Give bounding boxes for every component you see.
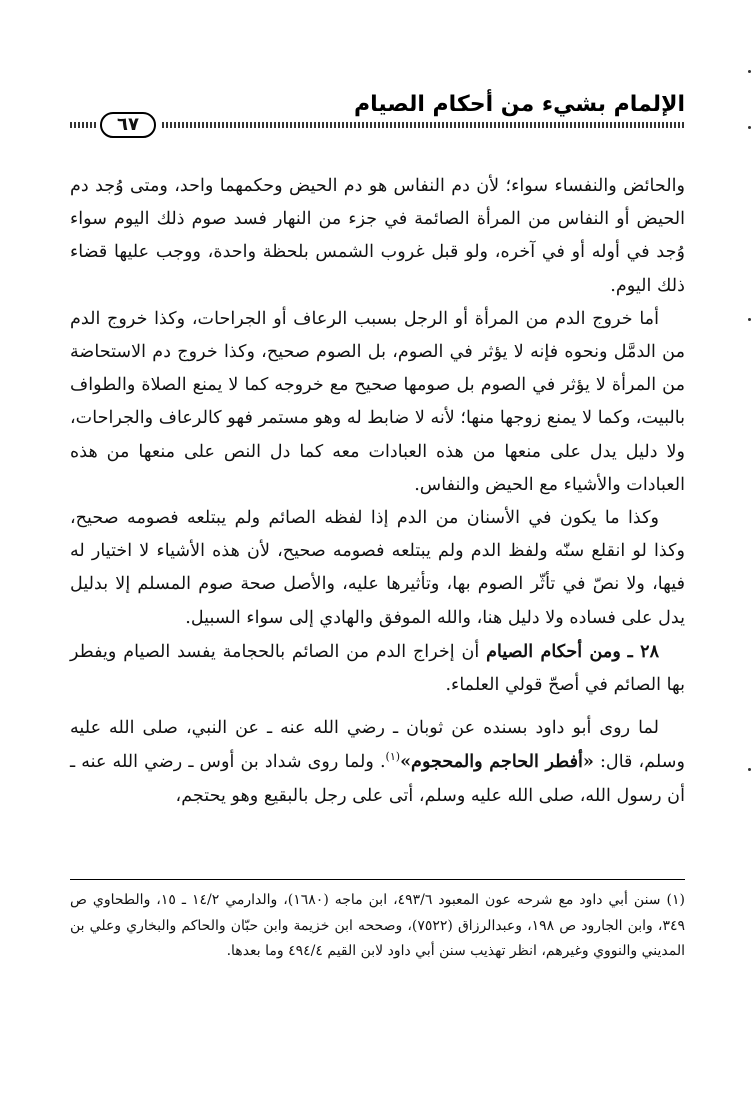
footnote-reference: (١) <box>385 750 401 764</box>
paragraph-5-intro: لما روى أبو داود بسنده عن ثوبان ـ رضي الله عنه ـ عن النبي، صلى الله عليه وسلم، قال: <box>70 718 685 773</box>
running-title: الإلمام بشيء من أحكام الصيام <box>354 92 685 117</box>
paragraph-2: أما خروج الدم من المرأة أو الرجل بسبب الرعاف أو الجراحات، وكذا خروج الدم من الدمَّل ونحوه فإنه لا يؤثر في الصوم، بل الصوم صحيح، وكذا خروج دم الاستحاضة من المرأة لا يؤثر في الصوم بل صومها صحيح مع خروجه كما لا يمنع الصلاة والطواف بالبيت، وكما لا يمنع زوجها منها؛ لأنه لا ضابط له وهو مستمر فهو كالرعاف والجراحات، ولا دليل يدل على منعها من هذه العبادات معه كما دل النص على منعها من هذه العبادات والأشياء مع الحيض والنفاس. <box>70 308 685 495</box>
footnotes <box>70 888 685 965</box>
paragraph-5-rest: . ولما روى شداد بن أوس ـ رضي الله عنه ـ أن رسول الله، صلى الله عليه وسلم، أتى على رجل بالبقيع وهو يحتجم، <box>70 752 685 806</box>
margin-mark <box>748 768 751 771</box>
issue-text: أن إخراج الدم من الصائم بالحجامة يفسد الصيام ويفطر بها الصائم في أصحّ قولي العلماء. <box>70 641 685 696</box>
footnote-1: (١) سنن أبي داود مع شرحه عون المعبود ٤٩٣/٦، ابن ماجه (١٦٨٠)، والدارمي ١٤/٢ ـ ١٥، والطحاوي ص ٣٤٩، وابن الجارود ص ١٩٨، وعبدالرزاق (٧٥٢٢)، وصححه ابن خزيمة وابن حبّان والحاكم والبخاري وعلي بن المديني والنووي وغيرهم، انظر تهذيب سنن أبي داود لابن القيم ٤٩٤/٤ وما بعدها. <box>70 892 685 959</box>
margin-mark <box>748 318 751 321</box>
margin-mark <box>748 126 751 129</box>
header-rule-left <box>70 122 98 128</box>
header-rule <box>162 122 685 128</box>
footnote-divider <box>70 879 685 880</box>
paragraph-4 <box>70 635 685 702</box>
margin-mark <box>748 70 751 73</box>
paragraph-3: وكذا ما يكون في الأسنان من الدم إذا لفظه الصائم ولم يبتلعه فصومه صحيح، وكذا لو انقلع سنّه ولفظ الدم ولم يبتلعه فصومه صحيح، لأن هذه الأشياء لا اختيار له فيها، ولا نصّ في تأثّر الصوم بها، وتأثيرها عليه، والأصل صحة صوم المسلم إلا بدليل يدل على فساده ولا دليل هنا، والله الموفق والهادي إلى سواء السبيل. <box>70 508 685 628</box>
page-number: ٦٧ <box>100 112 156 138</box>
paragraph-1: والحائض والنفساء سواء؛ لأن دم النفاس هو دم الحيض وحكمهما واحد، ومتى وُجد دم الحيض أو النفاس من المرأة الصائمة في جزء من النهار فسد صوم ذلك اليوم سواء وُجد في أوله أو في آخره، ولو قبل غروب الشمس بلحظة واحدة، ووجب عليها قضاء ذلك اليوم. <box>70 176 685 296</box>
page-header <box>70 92 685 140</box>
paragraph-5 <box>70 712 685 813</box>
hadith-quote: «أفطر الحاجم والمحجوم» <box>400 751 594 773</box>
issue-heading: ومن أحكام الصيام <box>486 640 621 662</box>
main-text <box>70 170 685 813</box>
issue-number: ٢٨ ـ <box>627 640 660 662</box>
